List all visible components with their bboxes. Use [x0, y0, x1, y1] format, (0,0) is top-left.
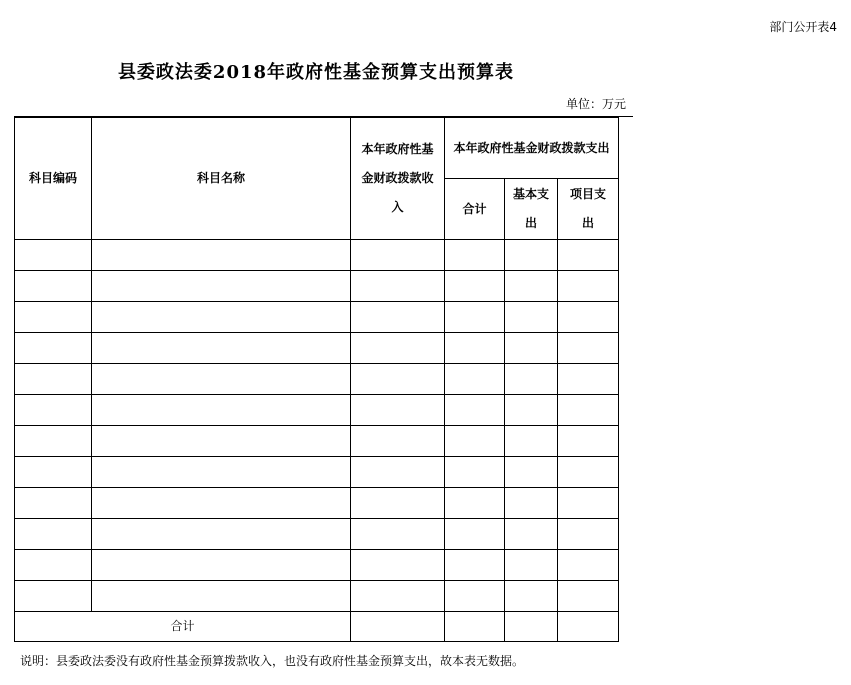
- cell: [505, 302, 558, 333]
- cell: [92, 302, 351, 333]
- cell: [92, 333, 351, 364]
- cell: [558, 426, 619, 457]
- cell: [351, 271, 445, 302]
- cell: [505, 426, 558, 457]
- cell: [351, 395, 445, 426]
- header-basic: 基本支出: [505, 179, 558, 240]
- cell: [505, 240, 558, 271]
- table-row: [15, 519, 619, 550]
- cell: [92, 395, 351, 426]
- cell: [351, 581, 445, 612]
- cell: [351, 550, 445, 581]
- cell: [15, 581, 92, 612]
- table-row: [15, 395, 619, 426]
- cell: [445, 457, 505, 488]
- cell: [15, 364, 92, 395]
- cell: [505, 271, 558, 302]
- cell: [558, 457, 619, 488]
- cell: [505, 333, 558, 364]
- header-income: 本年政府性基金财政拨款收入: [351, 118, 445, 240]
- header-name: 科目名称: [92, 118, 351, 240]
- cell: [445, 426, 505, 457]
- cell: [445, 333, 505, 364]
- cell: [558, 302, 619, 333]
- cell: [15, 426, 92, 457]
- cell: [505, 395, 558, 426]
- page-title: 县委政法委2018年政府性基金预算支出预算表: [117, 62, 515, 83]
- table-row: [15, 581, 619, 612]
- cell: [92, 550, 351, 581]
- cell: [351, 302, 445, 333]
- cell: [445, 240, 505, 271]
- cell: [15, 519, 92, 550]
- cell: [445, 271, 505, 302]
- cell: [505, 612, 558, 642]
- cell: [15, 271, 92, 302]
- cell: [558, 488, 619, 519]
- unit-label: 单位：万元: [566, 97, 627, 111]
- cell: [15, 457, 92, 488]
- cell: [15, 333, 92, 364]
- header-project: 项目支出: [558, 179, 619, 240]
- cell: [558, 271, 619, 302]
- cell: [558, 550, 619, 581]
- cell: [445, 581, 505, 612]
- cell: [351, 457, 445, 488]
- cell: [505, 364, 558, 395]
- cell: [558, 364, 619, 395]
- cell: [558, 333, 619, 364]
- total-row-label: 合计: [15, 612, 351, 642]
- cell: [351, 612, 445, 642]
- cell: [558, 519, 619, 550]
- cell: [445, 612, 505, 642]
- cell: [92, 426, 351, 457]
- cell: [92, 519, 351, 550]
- cell: [445, 488, 505, 519]
- cell: [351, 333, 445, 364]
- cell: [15, 302, 92, 333]
- cell: [92, 457, 351, 488]
- total-row: [15, 612, 619, 642]
- table-row: [15, 488, 619, 519]
- cell: [92, 581, 351, 612]
- cell: [351, 364, 445, 395]
- table-row: [15, 302, 619, 333]
- cell: [505, 457, 558, 488]
- cell: [558, 240, 619, 271]
- cell: [92, 488, 351, 519]
- cell: [15, 395, 92, 426]
- cell: [445, 395, 505, 426]
- header-expense-group: 本年政府性基金财政拨款支出: [445, 118, 619, 179]
- cell: [445, 364, 505, 395]
- cell: [558, 581, 619, 612]
- cell: [92, 271, 351, 302]
- budget-table: [14, 117, 619, 642]
- footnote: 说明：县委政法委没有政府性基金预算拨款收入，也没有政府性基金预算支出，故本表无数据。: [20, 654, 525, 668]
- table-row: [15, 364, 619, 395]
- table-row: [15, 550, 619, 581]
- cell: [15, 488, 92, 519]
- cell: [505, 488, 558, 519]
- table-row: [15, 426, 619, 457]
- report-number-label: 部门公开表4: [769, 20, 837, 34]
- table-row: [15, 271, 619, 302]
- cell: [351, 488, 445, 519]
- header-code: 科目编码: [15, 118, 92, 240]
- header-total: 合计: [445, 179, 505, 240]
- cell: [92, 240, 351, 271]
- cell: [351, 240, 445, 271]
- cell: [15, 550, 92, 581]
- cell: [505, 519, 558, 550]
- table-row: [15, 240, 619, 271]
- cell: [558, 395, 619, 426]
- table-row: [15, 457, 619, 488]
- header-row: [15, 118, 619, 179]
- cell: [15, 240, 92, 271]
- cell: [505, 581, 558, 612]
- cell: [445, 302, 505, 333]
- cell: [445, 550, 505, 581]
- table-row: [15, 333, 619, 364]
- cell: [445, 519, 505, 550]
- cell: [558, 612, 619, 642]
- cell: [351, 426, 445, 457]
- cell: [92, 364, 351, 395]
- cell: [351, 519, 445, 550]
- cell: [505, 550, 558, 581]
